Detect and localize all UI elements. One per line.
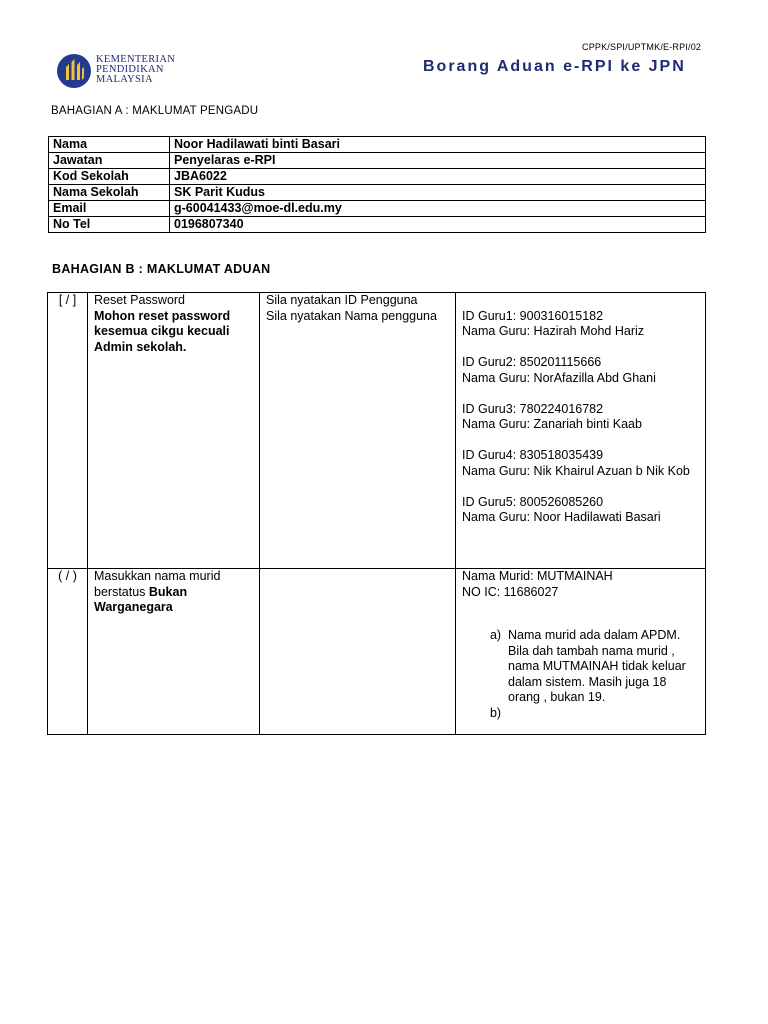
info-value: JBA6022 — [170, 169, 706, 185]
info-value: Penyelaras e-RPI — [170, 153, 706, 169]
info-row — [49, 217, 706, 233]
info-label: Nama Sekolah — [49, 185, 170, 201]
complaint-type-cell — [88, 569, 260, 735]
form-title: Borang Aduan e-RPI ke JPN — [423, 58, 686, 75]
info-label: No Tel — [49, 217, 170, 233]
complaint-type: Reset Password — [94, 293, 186, 307]
teacher-name: Nama Guru: Noor Hadilawati Basari — [462, 510, 661, 524]
info-row — [49, 137, 706, 153]
note-item — [508, 706, 699, 722]
instruction-cell — [260, 293, 456, 569]
complaint-mark: ( / ) — [48, 569, 88, 735]
info-row — [49, 153, 706, 169]
info-label: Nama — [49, 137, 170, 153]
complaint-description: Mohon reset password kesemua cikgu kecuali Admin sekolah. — [94, 308, 231, 354]
teacher-id: ID Guru2: 850201115666 — [462, 355, 602, 369]
ministry-logo — [55, 52, 195, 92]
info-value: g-60041433@moe-dl.edu.my — [170, 201, 706, 217]
info-value: SK Parit Kudus — [170, 185, 706, 201]
complaint-description-bold: Bukan Warganegara — [94, 584, 188, 614]
info-row — [49, 185, 706, 201]
teacher-entry — [462, 495, 699, 526]
logo-line-3: MALAYSIA — [96, 74, 153, 85]
instruction-user-id: Sila nyatakan ID Pengguna — [266, 293, 418, 307]
teacher-id: ID Guru5: 800526085260 — [462, 494, 604, 509]
complaint-type-cell — [88, 293, 260, 569]
note-item: a. Nama murid ada dalam APDM. Bila dah tambah nama murid , nama MUTMAINAH tidak keluar dalam sistem. Masih juga 18 orang , bukan 19. — [508, 628, 699, 706]
complaint-mark: [ / ] — [48, 293, 88, 569]
teacher-name: Nama Guru: Zanariah binti Kaab — [462, 417, 642, 431]
teacher-list-cell — [456, 293, 706, 569]
complaint-row-student — [48, 569, 706, 735]
info-value: 0196807340 — [170, 217, 706, 233]
section-a-title: BAHAGIAN A : MAKLUMAT PENGADU — [51, 105, 259, 117]
teacher-id: ID Guru3: 780224016782 — [462, 401, 604, 416]
teacher-entry — [462, 309, 699, 340]
info-value: Noor Hadilawati binti Basari — [170, 137, 706, 153]
info-label: Jawatan — [49, 153, 170, 169]
info-label: Email — [49, 201, 170, 217]
teacher-id: ID Guru1: 900316015182 — [462, 308, 604, 323]
instruction-user-name: Sila nyatakan Nama pengguna — [266, 308, 437, 323]
teacher-name: Nama Guru: NorAfazilla Abd Ghani — [462, 370, 656, 385]
logo-line-1: KEMENTERIAN — [96, 54, 176, 65]
complainant-info-table — [48, 136, 706, 233]
teacher-entry — [462, 355, 699, 386]
ministry-emblem-icon — [55, 52, 93, 90]
info-row — [49, 169, 706, 185]
logo-line-2: PENDIDIKAN — [96, 64, 164, 75]
complaint-row-reset-password — [48, 293, 706, 569]
complaint-info-table — [47, 292, 706, 735]
info-row — [49, 201, 706, 217]
student-info-cell — [456, 569, 706, 735]
teacher-name: Nama Guru: Hazirah Mohd Hariz — [462, 324, 645, 338]
section-b-title: BAHAGIAN B : MAKLUMAT ADUAN — [52, 262, 271, 276]
student-name: Nama Murid: MUTMAINAH — [462, 569, 613, 583]
teacher-id: ID Guru4: 830518035439 — [462, 448, 604, 462]
form-code: CPPK/SPI/UPTMK/E-RPI/02 — [582, 42, 702, 52]
teacher-entry — [462, 448, 699, 479]
teacher-entry — [462, 402, 699, 433]
info-label: Kod Sekolah — [49, 169, 170, 185]
teacher-name: Nama Guru: Nik Khairul Azuan b Nik Kob — [462, 463, 690, 478]
instruction-cell — [260, 569, 456, 735]
student-ic: NO IC: 11686027 — [462, 584, 559, 599]
notes-list — [462, 628, 699, 721]
complaint-description: Masukkan nama murid berstatus — [94, 569, 221, 599]
